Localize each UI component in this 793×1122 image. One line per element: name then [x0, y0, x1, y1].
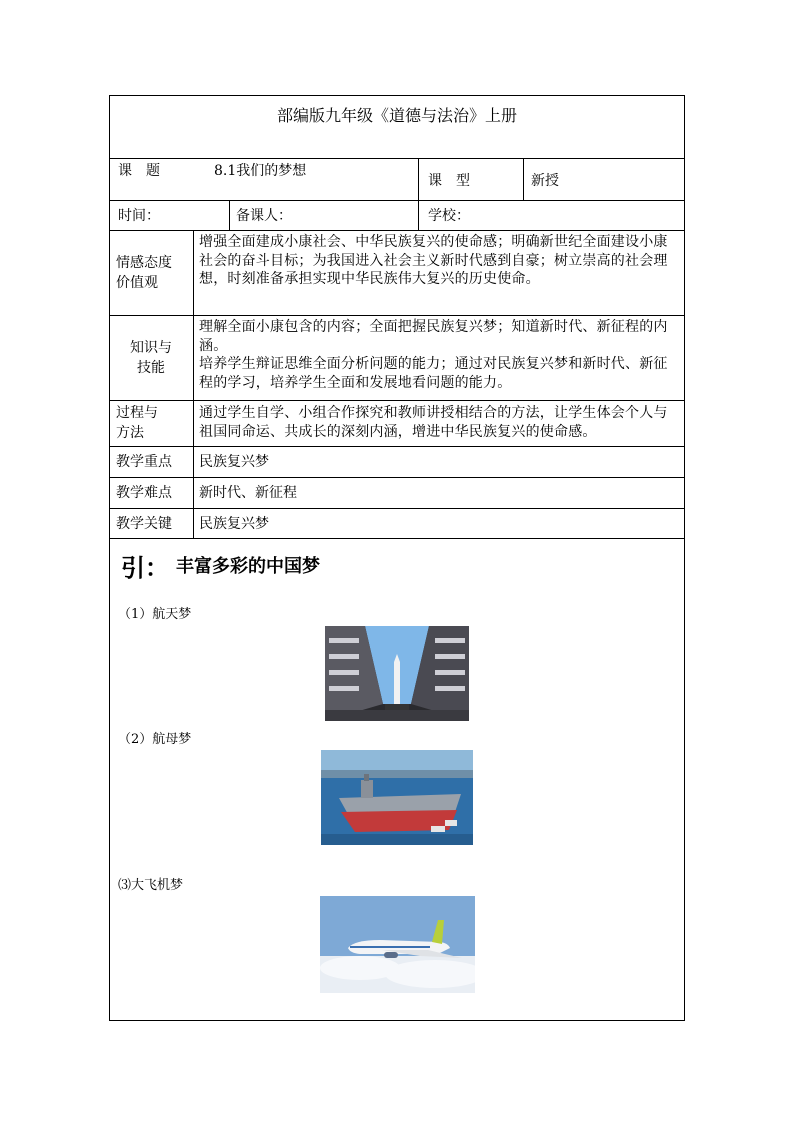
skills-paragraph: 培养学生辩证思维全面分析问题的能力；通过对民族复兴梦和新时代、新征程的学习，培养学生全面和发展地看问题的能力。 — [199, 356, 668, 391]
item-label-carrier: （2）航母梦 — [118, 732, 192, 747]
intro-heading: 丰富多彩的中国梦 — [176, 556, 320, 577]
lesson-label: 课 题 — [118, 163, 160, 179]
knowledge-label-line: 技能 — [137, 360, 165, 376]
item-label-space: （1）航天梦 — [118, 607, 192, 622]
knowledge-label-line: 知识与 — [130, 340, 172, 356]
crux-label: 教学关键 — [116, 516, 172, 532]
aircraft-carrier-photo — [321, 750, 473, 845]
emotion-label-line: 价值观 — [116, 275, 158, 291]
lesson-value: 8.1我们的梦想 — [214, 163, 307, 179]
rocket-launch-image — [325, 626, 469, 721]
intro-prefix: 引： — [121, 553, 169, 582]
table-rule — [109, 400, 685, 401]
airliner-photo — [320, 896, 475, 993]
time-label: 时间： — [118, 208, 160, 224]
table-rule — [109, 477, 685, 478]
table-rule — [109, 200, 685, 201]
table-rule — [193, 230, 194, 538]
rocket-launch-photo — [325, 626, 469, 721]
table-rule — [523, 158, 524, 200]
key-value: 民族复兴梦 — [199, 454, 269, 470]
key-label: 教学重点 — [116, 454, 172, 470]
emotion-text: 增强全面建成小康社会、中华民族复兴的使命感；明确新世纪全面建设小康社会的奋斗目标；为我国进入社会主义新时代感到自豪；树立崇高的社会理想，时刻准备承担实现中华民族伟大复兴的历史使命。 — [199, 234, 668, 287]
page-title: 部编版九年级《道德与法治》上册 — [276, 106, 517, 125]
emotion-label-line: 情感态度 — [116, 255, 172, 271]
process-label — [116, 403, 192, 443]
airliner-image — [320, 896, 475, 993]
type-label: 课 型 — [428, 173, 470, 189]
table-rule — [109, 508, 685, 509]
table-rule — [418, 158, 419, 230]
table-rule — [109, 315, 685, 316]
table-rule — [109, 158, 685, 159]
aircraft-carrier-image — [321, 750, 473, 845]
type-value: 新授 — [531, 173, 559, 189]
table-rule — [229, 200, 230, 230]
knowledge-label — [110, 338, 192, 378]
item-label-airliner: ⑶大飞机梦 — [118, 878, 184, 893]
process-label-line: 方法 — [116, 425, 144, 441]
emotion-label — [116, 253, 192, 293]
difficulty-value: 新时代、新征程 — [199, 485, 297, 501]
crux-value: 民族复兴梦 — [199, 516, 269, 532]
knowledge-paragraph: 理解全面小康包含的内容；全面把握民族复兴梦；知道新时代、新征程的内涵。 — [199, 319, 668, 354]
difficulty-label: 教学难点 — [116, 485, 172, 501]
school-label: 学校： — [428, 208, 470, 224]
table-rule — [109, 446, 685, 447]
table-rule — [109, 538, 685, 539]
process-label-line: 过程与 — [116, 405, 158, 421]
table-rule — [109, 230, 685, 231]
knowledge-text — [199, 318, 681, 392]
preparer-label: 备课人： — [236, 208, 292, 224]
process-text: 通过学生自学、小组合作探究和教师讲授相结合的方法，让学生体会个人与祖国同命运、共成长的深刻内涵，增进中华民族复兴的使命感。 — [199, 405, 668, 440]
